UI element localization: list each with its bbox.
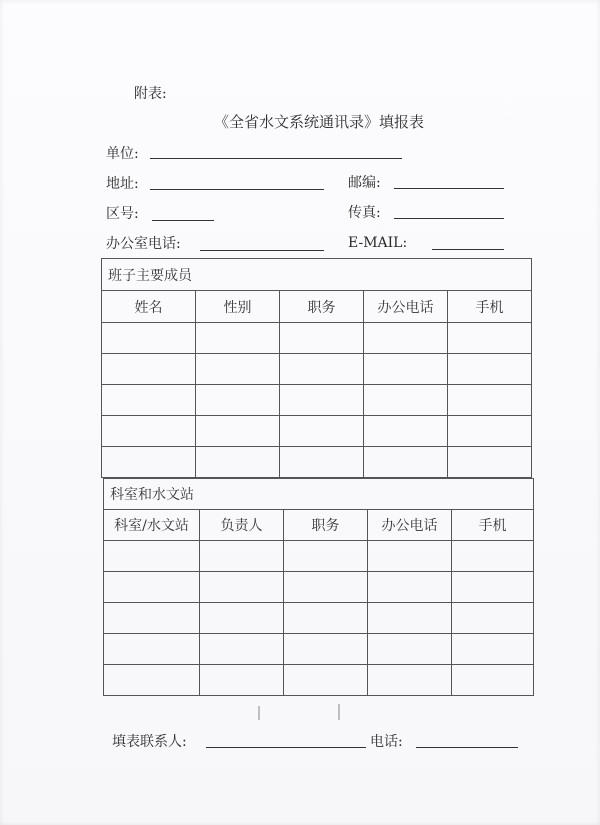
- table-cell[interactable]: [364, 354, 448, 385]
- table-row: [104, 541, 534, 572]
- table-row: [104, 634, 534, 665]
- table-cell[interactable]: [368, 541, 452, 572]
- table-cell[interactable]: [280, 354, 364, 385]
- column-header: 性别: [196, 291, 280, 323]
- email-label: E-MAIL:: [348, 235, 408, 251]
- column-header: 办公电话: [368, 510, 452, 541]
- area-code-field[interactable]: [152, 220, 214, 221]
- table-cell[interactable]: [102, 385, 196, 416]
- column-header: 职务: [280, 291, 364, 323]
- table-cell[interactable]: [200, 665, 284, 696]
- table-cell[interactable]: [284, 541, 368, 572]
- table-cell[interactable]: [104, 572, 200, 603]
- contact-label: 填表联系人:: [112, 734, 187, 750]
- table-cell[interactable]: [448, 447, 532, 478]
- leaders-table: [101, 258, 532, 478]
- table-cell[interactable]: [448, 323, 532, 354]
- address-field[interactable]: [150, 189, 324, 190]
- table-cell[interactable]: [368, 665, 452, 696]
- table-cell[interactable]: [280, 385, 364, 416]
- table-row: [102, 354, 532, 385]
- column-header: 姓名: [102, 291, 196, 323]
- table-cell[interactable]: [196, 385, 280, 416]
- table-cell[interactable]: [280, 416, 364, 447]
- stations-section-title: 科室和水文站: [104, 479, 534, 510]
- table-cell[interactable]: [368, 603, 452, 634]
- table-cell[interactable]: [102, 416, 196, 447]
- table-cell[interactable]: [196, 354, 280, 385]
- appendix-label: 附表:: [134, 86, 167, 102]
- table-cell[interactable]: [280, 447, 364, 478]
- table-cell[interactable]: [364, 385, 448, 416]
- column-header: 手机: [452, 510, 534, 541]
- table-cell[interactable]: [284, 603, 368, 634]
- table-cell[interactable]: [280, 323, 364, 354]
- form-title: 《全省水文系统通讯录》填报表: [214, 113, 425, 131]
- leaders-section-title: 班子主要成员: [102, 259, 532, 291]
- table-row: [104, 572, 534, 603]
- footer-phone-label: 电话:: [370, 734, 403, 750]
- column-header: 办公电话: [364, 291, 448, 323]
- table-cell[interactable]: [364, 323, 448, 354]
- table-cell[interactable]: [102, 354, 196, 385]
- table-cell[interactable]: [284, 634, 368, 665]
- stations-table: [103, 478, 534, 696]
- table-cell[interactable]: [200, 541, 284, 572]
- table-cell[interactable]: [200, 572, 284, 603]
- office-phone-label: 办公室电话:: [106, 236, 181, 252]
- table-cell[interactable]: [102, 323, 196, 354]
- table-cell[interactable]: [102, 447, 196, 478]
- table-cell[interactable]: [452, 665, 534, 696]
- leaders-header-row: [102, 291, 532, 323]
- column-header: 手机: [448, 291, 532, 323]
- table-cell[interactable]: [196, 416, 280, 447]
- table-cell[interactable]: [364, 447, 448, 478]
- footer-phone-field[interactable]: [416, 747, 518, 748]
- fax-label: 传真:: [348, 205, 381, 221]
- table-cell[interactable]: [364, 416, 448, 447]
- scan-mark: [258, 706, 260, 720]
- table-row: [102, 323, 532, 354]
- table-cell[interactable]: [200, 603, 284, 634]
- table-cell[interactable]: [452, 603, 534, 634]
- table-cell[interactable]: [368, 572, 452, 603]
- column-header: 职务: [284, 510, 368, 541]
- column-header: 科室/水文站: [104, 510, 200, 541]
- unit-field[interactable]: [150, 158, 402, 159]
- table-cell[interactable]: [200, 634, 284, 665]
- office-phone-field[interactable]: [200, 250, 324, 251]
- table-cell[interactable]: [284, 665, 368, 696]
- table-cell[interactable]: [104, 665, 200, 696]
- contact-field[interactable]: [206, 747, 366, 748]
- table-cell[interactable]: [104, 634, 200, 665]
- postcode-field[interactable]: [394, 188, 504, 189]
- stations-header-row: [104, 510, 534, 541]
- table-cell[interactable]: [448, 416, 532, 447]
- table-cell[interactable]: [104, 603, 200, 634]
- postcode-label: 邮编:: [348, 175, 381, 191]
- area-code-label: 区号:: [106, 206, 139, 222]
- table-row: [102, 385, 532, 416]
- column-header: 负责人: [200, 510, 284, 541]
- scan-mark: [338, 704, 340, 720]
- fax-field[interactable]: [394, 218, 504, 219]
- email-field[interactable]: [432, 249, 504, 250]
- table-cell[interactable]: [448, 354, 532, 385]
- table-cell[interactable]: [452, 634, 534, 665]
- table-cell[interactable]: [104, 541, 200, 572]
- table-cell[interactable]: [196, 323, 280, 354]
- address-label: 地址:: [106, 176, 139, 192]
- table-cell[interactable]: [196, 447, 280, 478]
- table-row: [104, 665, 534, 696]
- unit-label: 单位:: [106, 146, 139, 162]
- table-cell[interactable]: [452, 572, 534, 603]
- table-row: [102, 416, 532, 447]
- table-cell[interactable]: [448, 385, 532, 416]
- table-row: [104, 603, 534, 634]
- table-row: [102, 447, 532, 478]
- table-cell[interactable]: [452, 541, 534, 572]
- table-cell[interactable]: [284, 572, 368, 603]
- table-cell[interactable]: [368, 634, 452, 665]
